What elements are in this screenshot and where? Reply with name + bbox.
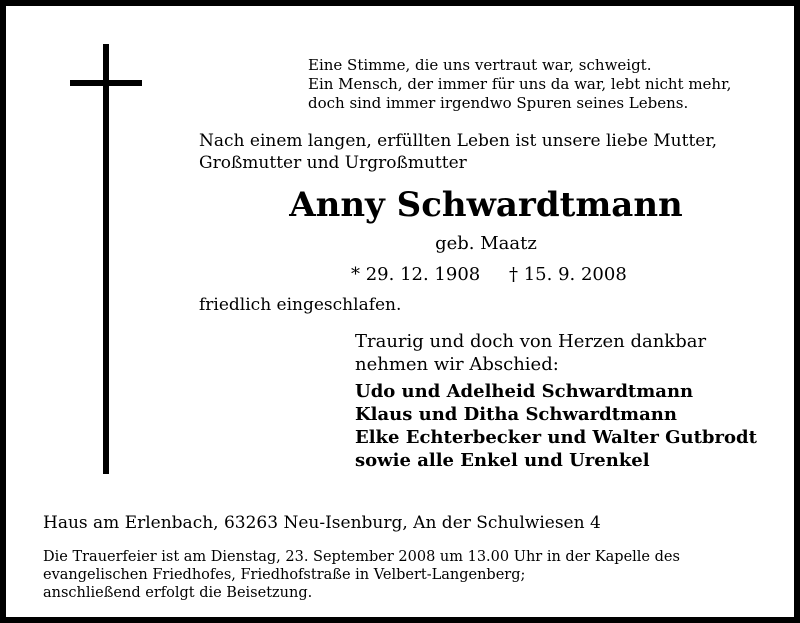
intro-text (199, 130, 717, 174)
mourners-list (355, 380, 757, 472)
passing-status: friedlich eingeschlafen. (199, 295, 402, 315)
service-line: Die Trauerfeier ist am Dienstag, 23. September 2008 um 13.00 Uhr in der Kapelle des (43, 549, 680, 565)
cross-horizontal-bar (70, 80, 142, 86)
poem-line: doch sind immer irgendwo Spuren seines Lebens. (308, 94, 689, 112)
mourner-line: Elke Echterbecker und Walter Gutbrodt (355, 427, 757, 448)
deceased-name: Anny Schwardtmann (289, 185, 683, 225)
intro-line: Nach einem langen, erfüllten Leben ist unsere liebe Mutter, (199, 131, 718, 151)
mourner-line: Udo und Adelheid Schwardtmann (355, 381, 694, 402)
mourner-line: sowie alle Enkel und Urenkel (355, 450, 650, 471)
address: Haus am Erlenbach, 63263 Neu-Isenburg, An der Schulwiesen 4 (43, 513, 601, 533)
death-date: † 15. 9. 2008 (509, 264, 627, 285)
birth-date: * 29. 12. 1908 (351, 264, 481, 285)
farewell-line: Traurig und doch von Herzen dankbar (355, 331, 707, 352)
birth-name: geb. Maatz (435, 233, 537, 254)
poem-line: Ein Mensch, der immer für uns da war, lebt nicht mehr, (308, 75, 732, 93)
service-line: evangelischen Friedhofes, Friedhofstraße in Velbert-Langenberg; (43, 567, 526, 583)
service-line: anschließend erfolgt die Beisetzung. (43, 585, 313, 601)
farewell-text (355, 330, 706, 376)
mourner-line: Klaus und Ditha Schwardtmann (355, 404, 677, 425)
poem-line: Eine Stimme, die uns vertraut war, schweigt. (308, 56, 652, 74)
poem (308, 56, 731, 113)
cross-vertical-bar (103, 44, 109, 474)
farewell-line: nehmen wir Abschied: (355, 354, 559, 375)
intro-line: Großmutter und Urgroßmutter (199, 153, 467, 173)
funeral-service-info (43, 548, 680, 602)
